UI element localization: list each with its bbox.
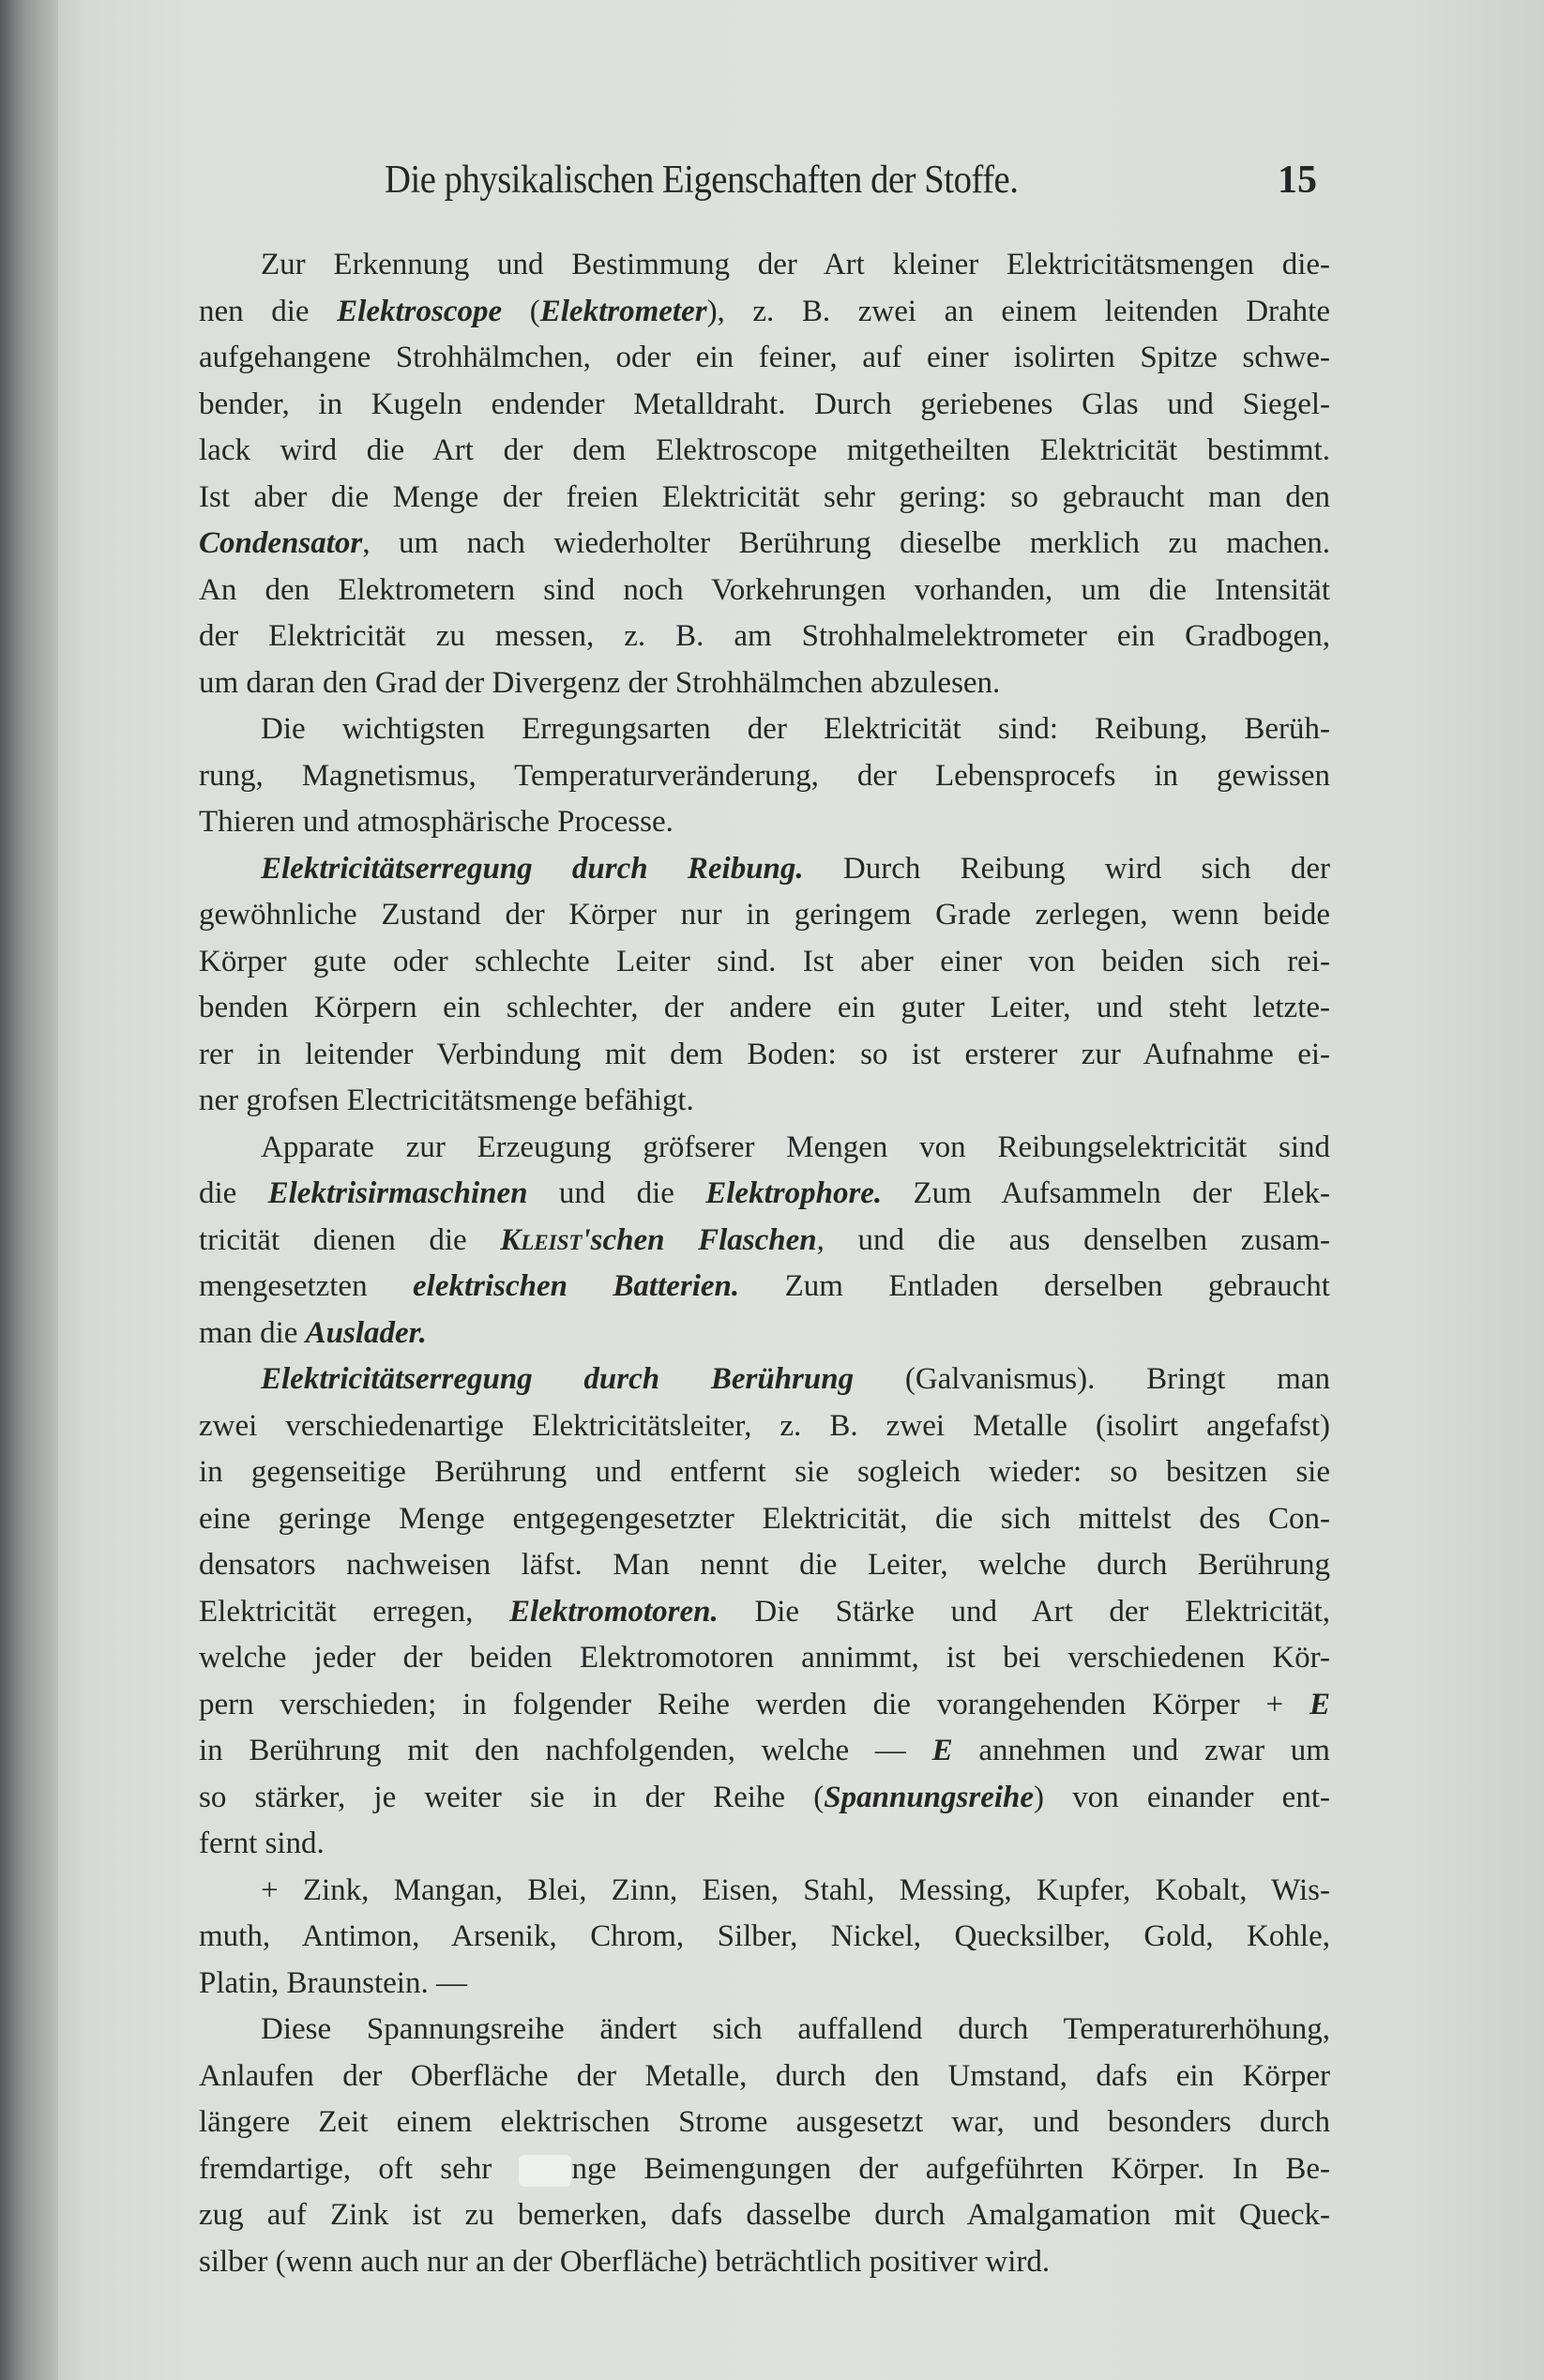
text-line	[199, 1635, 1330, 1682]
text-segment: bender, in Kugeln endender Metalldraht. Durch geriebenes Glas und Siegel-	[199, 387, 1330, 421]
text-segment: um daran den Grad der Divergenz der Strohhälmchen abzulesen.	[199, 665, 1001, 700]
text-segment: rer in leitender Verbindung mit dem Boden: so ist ersterer zur Aufnahme ei-	[199, 1037, 1330, 1071]
book-binding-edge	[0, 0, 58, 2380]
emphasized-term: Elektricitätserregung durch Berührung	[261, 1362, 855, 1396]
text-segment: ner grofsen Electricitätsmenge befähigt.	[199, 1084, 694, 1117]
page-number: 15	[1278, 159, 1317, 202]
text-line	[199, 660, 1330, 707]
paragraph	[199, 1357, 1330, 1868]
text-line	[199, 2100, 1330, 2146]
text-segment: silber (wenn auch nur an der Oberfläche) beträchtlich positiver wird.	[199, 2244, 1051, 2279]
text-line	[199, 1775, 1330, 1822]
text-line	[199, 1078, 1330, 1125]
text-line	[199, 846, 1330, 893]
paper-damage	[519, 2155, 571, 2187]
body-text	[199, 242, 1330, 2285]
text-line	[199, 242, 1330, 289]
paragraph	[199, 1868, 1330, 2008]
text-line	[199, 1542, 1330, 1589]
text-line	[199, 2054, 1330, 2100]
text-line	[199, 1868, 1330, 1915]
text-segment: Zur Erkennung und Bestimmung der Art kleiner Elektricitätsmengen die-	[261, 248, 1330, 281]
text-segment: welche jeder der beiden Elektromotoren annimmt, ist bei verschiedenen Kör-	[199, 1641, 1330, 1675]
text-line	[199, 939, 1330, 986]
text-line	[199, 289, 1330, 336]
text-segment: aufgehangene Strohhälmchen, oder ein feiner, auf einer isolirten Spitze schwe-	[199, 341, 1330, 374]
text-line	[199, 892, 1330, 939]
text-segment: annehmen und zwar um	[952, 1734, 1330, 1767]
text-line	[199, 1496, 1330, 1543]
text-segment: der Elektricität zu messen, z. B. am Strohhalmelektrometer ein Gradbogen,	[199, 619, 1330, 653]
text-segment: muth, Antimon, Arsenik, Chrom, Silber, Nickel, Quecksilber, Gold, Kohle,	[199, 1919, 1330, 1953]
text-line	[199, 1728, 1330, 1775]
text-segment: Ist aber die Menge der freien Elektricität sehr gering: so gebraucht man den	[199, 479, 1330, 514]
text-line	[199, 1032, 1330, 1079]
text-segment: in gegenseitige Berührung und entfernt sie sogleich wieder: so besitzen sie	[199, 1455, 1330, 1489]
emphasized-term: elektrischen Batterien.	[413, 1269, 740, 1303]
text-segment: lack wird die Art der dem Elektroscope mitgetheilten Elektricität bestimmt.	[199, 433, 1330, 467]
page-header	[0, 158, 1544, 214]
text-segment: nen die	[199, 294, 338, 328]
text-line	[199, 2007, 1330, 2054]
text-segment: + Zink, Mangan, Blei, Zinn, Eisen, Stahl, Messing, Kupfer, Kobalt, Wis-	[261, 1872, 1330, 1907]
text-line	[199, 985, 1330, 1032]
paragraph	[199, 1125, 1330, 1357]
text-segment: die	[199, 1176, 268, 1210]
text-segment: Die Stärke und Art der Elektricität,	[718, 1594, 1330, 1629]
text-line	[199, 1449, 1330, 1496]
text-segment: nge Beimengungen der aufgeführten Körper. In Be-	[571, 2151, 1330, 2186]
text-line	[199, 2146, 1330, 2193]
text-segment: in Berührung mit den nachfolgenden, welche —	[199, 1734, 932, 1767]
text-line	[199, 1589, 1330, 1636]
text-segment: ) von einander ent-	[1034, 1780, 1330, 1814]
text-segment: eine geringe Menge entgegengesetzter Elektricität, die sich mittelst des Con-	[199, 1501, 1330, 1536]
paragraph	[199, 2007, 1330, 2285]
text-line	[199, 521, 1330, 568]
text-segment: Die wichtigsten Erregungsarten der Elektricität sind: Reibung, Berüh-	[261, 712, 1330, 746]
text-line	[199, 1125, 1330, 1172]
text-segment: , um nach wiederholter Berührung dieselbe merklich zu machen.	[362, 526, 1330, 560]
text-segment: Elektricität erregen,	[199, 1594, 509, 1629]
emphasized-term: Spannungsreihe	[824, 1780, 1035, 1814]
text-segment: so stärker, je weiter sie in der Reihe (	[199, 1780, 825, 1814]
text-line	[199, 1682, 1330, 1729]
emphasized-term: Elektroscope	[337, 294, 503, 328]
text-segment: rung, Magnetismus, Temperaturveränderung, der Lebensprocefs in gewissen	[199, 758, 1330, 793]
text-segment: (Galvanismus). Bringt man	[854, 1362, 1330, 1396]
text-line	[199, 2192, 1330, 2239]
text-segment: densators nachweisen läfst. Man nennt die Leiter, welche durch Berührung	[199, 1548, 1330, 1582]
emphasized-term: Condensator	[199, 526, 363, 560]
emphasized-term: Elektrisirmaschinen	[267, 1176, 528, 1210]
emphasized-term: Kleist	[500, 1222, 583, 1257]
text-line	[199, 428, 1330, 475]
emphasized-term: Elektrometer	[539, 294, 707, 328]
text-segment: gewöhnliche Zustand der Körper nur in geringem Grade zerlegen, wenn beide	[199, 898, 1330, 932]
emphasized-term: Elektromotoren.	[508, 1594, 719, 1629]
text-segment: benden Körpern ein schlechter, der andere ein guter Leiter, und steht letzte-	[199, 991, 1330, 1024]
text-line	[199, 1914, 1330, 1961]
emphasized-term: Auslader.	[305, 1315, 427, 1350]
paragraph	[199, 706, 1330, 846]
text-line	[199, 1357, 1330, 1403]
text-segment: Platin, Braunstein. —	[199, 1965, 467, 2000]
text-line	[199, 1264, 1330, 1311]
text-segment: längere Zeit einem elektrischen Strome ausgesetzt war, und besonders durch	[199, 2105, 1330, 2139]
text-line	[199, 1961, 1330, 2008]
text-segment: Durch Reibung wird sich der	[803, 851, 1330, 886]
text-segment: zug auf Zink ist zu bemerken, dafs dasselbe durch Amalgamation mit Queck-	[199, 2198, 1330, 2232]
text-line	[199, 475, 1330, 522]
emphasized-term: E	[931, 1734, 953, 1767]
text-segment: (	[502, 294, 540, 328]
text-line	[199, 382, 1330, 429]
text-segment: zwei verschiedenartige Elektricitätsleiter, z. B. zwei Metalle (isolirt angefafst)	[199, 1408, 1330, 1443]
emphasized-term: Elektricitätserregung durch Reibung.	[261, 851, 804, 886]
text-line	[199, 799, 1330, 846]
text-segment: , und die aus denselben zusam-	[816, 1222, 1330, 1257]
text-segment: tricität dienen die	[199, 1222, 501, 1257]
text-segment: mengesetzten	[199, 1269, 413, 1303]
text-line	[199, 706, 1330, 753]
text-line	[199, 1171, 1330, 1218]
text-segment: fremdartige, oft sehr	[199, 2151, 520, 2186]
text-segment: Thieren und atmosphärische Processe.	[199, 805, 674, 839]
text-segment: und die	[527, 1176, 706, 1210]
text-line	[199, 1821, 1330, 1868]
text-line	[199, 614, 1330, 660]
text-line	[199, 753, 1330, 800]
text-segment: Zum Entladen derselben gebraucht	[739, 1269, 1330, 1303]
text-segment: Körper gute oder schlechte Leiter sind. Ist aber einer von beiden sich rei-	[199, 944, 1330, 978]
text-segment: ), z. B. zwei an einem leitenden Drahte	[706, 294, 1330, 328]
paragraph	[199, 242, 1330, 706]
emphasized-term: E	[1309, 1687, 1330, 1721]
text-segment: Zum Aufsammeln der Elek-	[882, 1176, 1330, 1210]
emphasized-term: Elektrophore.	[705, 1176, 883, 1210]
running-title: Die physikalischen Eigenschaften der Stoffe.	[385, 159, 1019, 202]
text-line	[199, 1311, 1330, 1357]
text-segment: Apparate zur Erzeugung gröfserer Mengen von Reibungselektricität sind	[261, 1129, 1330, 1164]
text-line	[199, 568, 1330, 614]
text-segment: Anlaufen der Oberfläche der Metalle, durch den Umstand, dafs ein Körper	[199, 2058, 1330, 2093]
text-line	[199, 335, 1330, 382]
text-segment: An den Elektrometern sind noch Vorkehrungen vorhanden, um die Intensität	[199, 572, 1330, 607]
text-segment: pern verschieden; in folgender Reihe werden die vorangehenden Körper +	[199, 1687, 1309, 1721]
text-segment: fernt sind.	[199, 1827, 325, 1860]
emphasized-term: 'schen Flaschen	[582, 1222, 817, 1257]
text-line	[199, 2239, 1330, 2286]
text-segment: Diese Spannungsreihe ändert sich auffallend durch Temperaturerhöhung,	[261, 2012, 1330, 2046]
paragraph	[199, 846, 1330, 1125]
text-line	[199, 1218, 1330, 1265]
text-line	[199, 1403, 1330, 1450]
text-segment: man die	[199, 1315, 306, 1350]
